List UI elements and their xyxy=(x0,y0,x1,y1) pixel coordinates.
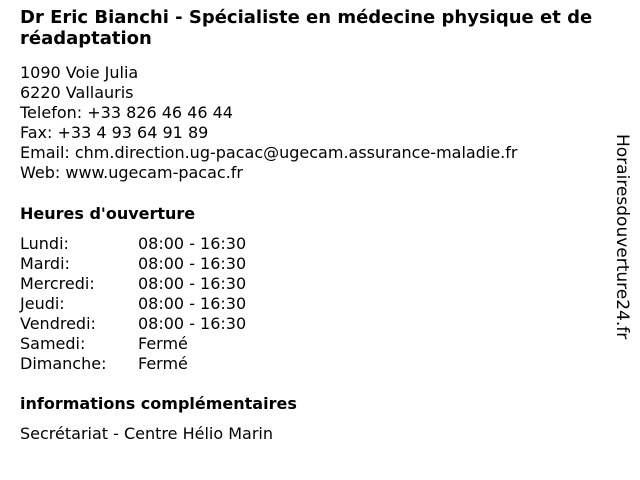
day-hours: 08:00 - 16:30 xyxy=(138,234,247,253)
day-hours: 08:00 - 16:30 xyxy=(138,274,247,293)
day-label: Mercredi: xyxy=(20,274,95,293)
hours-row-saturday xyxy=(20,334,246,354)
hours-row-tuesday xyxy=(20,254,246,274)
web-line[interactable]: Web: www.ugecam-pacac.fr xyxy=(20,163,243,182)
day-hours: Fermé xyxy=(138,354,188,373)
additional-info-text: Secrétariat - Centre Hélio Marin xyxy=(20,424,273,443)
page-title: Dr Eric Bianchi - Spécialiste en médecine physique et de réadaptation xyxy=(20,7,593,49)
day-label: Vendredi: xyxy=(20,314,96,333)
hours-row-monday xyxy=(20,234,246,254)
hours-row-sunday xyxy=(20,354,246,374)
contact-block xyxy=(20,63,610,183)
address-city: 6220 Vallauris xyxy=(20,83,134,102)
day-label: Samedi: xyxy=(20,334,86,353)
day-label: Mardi: xyxy=(20,254,70,273)
hours-heading: Heures d'ouverture xyxy=(20,204,196,223)
day-hours: 08:00 - 16:30 xyxy=(138,314,247,333)
hours-row-wednesday xyxy=(20,274,246,294)
day-label: Jeudi: xyxy=(20,294,65,313)
day-hours: 08:00 - 16:30 xyxy=(138,294,247,313)
hours-row-friday xyxy=(20,314,246,334)
day-hours: Fermé xyxy=(138,334,188,353)
address-street: 1090 Voie Julia xyxy=(20,63,139,82)
hours-table xyxy=(20,234,246,374)
site-watermark: Horairesdouverture24.fr xyxy=(612,134,632,340)
day-label: Dimanche: xyxy=(20,354,107,373)
phone-line[interactable]: Telefon: +33 826 46 46 44 xyxy=(20,103,233,122)
fax-line: Fax: +33 4 93 64 91 89 xyxy=(20,123,209,142)
day-hours: 08:00 - 16:30 xyxy=(138,254,247,273)
additional-info-heading: informations complémentaires xyxy=(20,394,297,413)
hours-row-thursday xyxy=(20,294,246,314)
day-label: Lundi: xyxy=(20,234,69,253)
email-line[interactable]: Email: chm.direction.ug-pacac@ugecam.assurance-maladie.fr xyxy=(20,143,518,162)
